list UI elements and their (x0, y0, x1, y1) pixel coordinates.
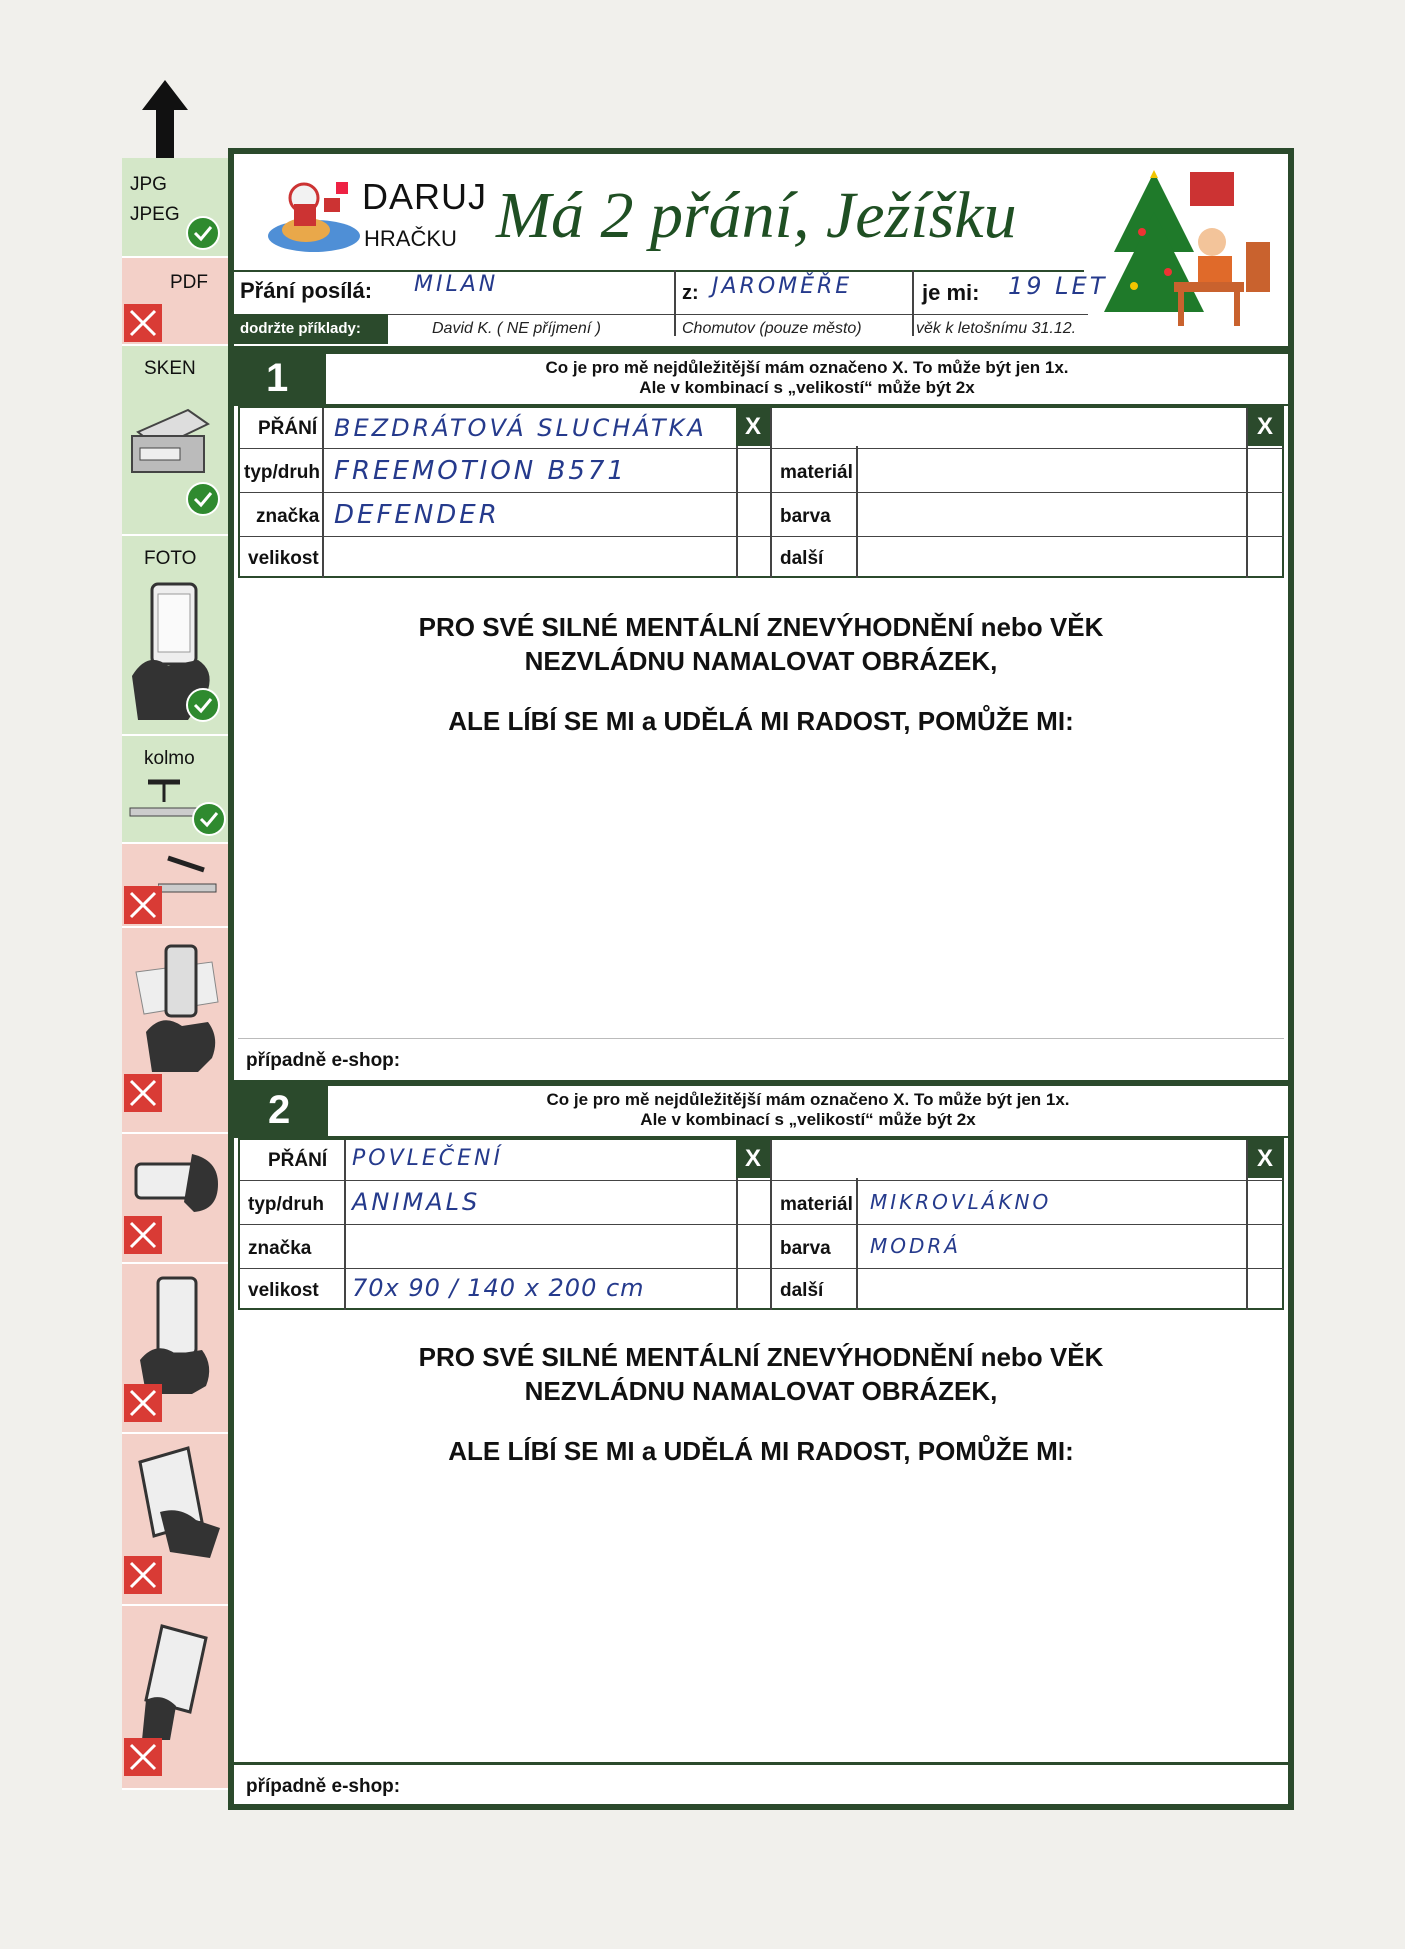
angled-icon (158, 850, 218, 900)
city-label: z: (682, 282, 699, 304)
phone-tilted-icon (132, 942, 222, 1072)
format-jpg-cell (122, 158, 230, 258)
wish-2-number: 2 (268, 1088, 291, 1132)
format-phone-rotated-cell (122, 1606, 230, 1790)
pdf-label: PDF (170, 272, 208, 293)
cross-icon (124, 886, 162, 924)
up-arrow-icon (142, 80, 188, 160)
format-photo-cell (122, 536, 230, 736)
wish-2-number-box (234, 1086, 328, 1136)
wish-1-type-value[interactable]: FREEMOTION B571 (334, 456, 627, 486)
wish-2-brand-label: značka (248, 1238, 312, 1259)
check-icon (186, 688, 220, 722)
example-name: David K. ( NE příjmení ) (432, 320, 601, 337)
wish-2-other-label: další (780, 1280, 824, 1301)
wish-2-x-mark-left[interactable]: X (736, 1140, 770, 1178)
wish-1-note (326, 358, 1288, 398)
format-phone-horizontal-cell (122, 1134, 230, 1264)
wish-1-table (238, 406, 1284, 578)
cross-icon (124, 1074, 162, 1112)
age-label: je mi: (922, 280, 980, 305)
cross-icon (124, 1216, 162, 1254)
jpg-label: JPG (130, 174, 167, 195)
form-title: Má 2 přání, Ježíšku (496, 179, 1017, 252)
wish-1-wish-value[interactable]: BEZDRÁTOVÁ SLUCHÁTKA (334, 414, 707, 442)
wish-2-note-line1: Co je pro mě nejdůležitější mám označeno X. To může být jen 1x. (546, 1090, 1070, 1109)
examples-label-bar (234, 314, 388, 344)
cross-icon (124, 304, 162, 342)
wish-2-color-label: barva (780, 1238, 831, 1259)
wish-1-material-label: materiál (780, 462, 853, 483)
sender-label: Přání posílá: (240, 278, 373, 303)
wish-2-size-value[interactable]: 70x 90 / 140 x 200 cm (352, 1274, 645, 1302)
wish-2-note-line2: Ale v kombinací s „velikostí“ může být 2x (640, 1110, 976, 1129)
example-age: věk k letošnímu 31.12. (916, 320, 1077, 337)
format-angled-cell (122, 844, 230, 928)
wish-1-brand-value[interactable]: DEFENDER (334, 500, 500, 530)
wish-1-number: 1 (266, 356, 289, 400)
logo-hracku-text: HRAČKU (364, 226, 457, 251)
phone-horizontal-icon (132, 1154, 222, 1214)
check-icon (192, 802, 226, 836)
perpendicular-label: kolmo (144, 748, 195, 769)
wish-2-wish-label: PŘÁNÍ (268, 1150, 328, 1171)
wish-2-material-value[interactable]: MIKROVLÁKNO (870, 1190, 1052, 1214)
format-pdf-cell (122, 258, 230, 346)
wish-2-table (238, 1138, 1284, 1310)
wish-2-type-label: typ/druh (248, 1194, 324, 1215)
wish-1-number-box (234, 354, 326, 404)
wish-1-x-mark-right[interactable]: X (1248, 408, 1282, 446)
wish-1-wish-label: PŘÁNÍ (258, 418, 318, 439)
wish-1-type-label: typ/druh (244, 462, 320, 483)
wish-1-message-line3: ALE LÍBÍ SE MI a UDĚLÁ MI RADOST, POMŮŽE MI: (448, 706, 1074, 736)
wish-2-material-label: materiál (780, 1194, 853, 1215)
examples-label: dodržte příklady: (240, 320, 361, 337)
phone-rotated-icon (132, 1616, 222, 1740)
cross-icon (124, 1556, 162, 1594)
wish-1-x-mark-left[interactable]: X (736, 408, 770, 446)
logo-daruj-text: DARUJ (362, 176, 488, 217)
cross-icon (124, 1384, 162, 1422)
phone-skewed-icon (130, 1442, 222, 1562)
wish-1-note-line2: Ale v kombinací s „velikostí“ může být 2x (639, 378, 975, 397)
city-value[interactable]: JAROMĚŘE (712, 274, 853, 299)
wish-1-brand-label: značka (256, 506, 320, 527)
check-icon (186, 216, 220, 250)
wish-form (228, 148, 1294, 1810)
age-value[interactable]: 19 LET (1008, 272, 1108, 300)
wish-1-other-label: další (780, 548, 824, 569)
phone-close-icon (132, 1274, 222, 1394)
format-scan-cell (122, 346, 230, 536)
wish-2-type-value[interactable]: ANIMALS (352, 1188, 481, 1216)
wish-2-message-line2: NEZVLÁDNU NAMALOVAT OBRÁZEK, (524, 1376, 998, 1406)
wish-1-message-line2: NEZVLÁDNU NAMALOVAT OBRÁZEK, (524, 646, 998, 676)
scanner-icon (128, 402, 210, 482)
wish-2-note (328, 1090, 1288, 1130)
format-phone-skewed-cell (122, 1434, 230, 1606)
wish-1-note-line1: Co je pro mě nejdůležitější mám označeno X. To může být jen 1x. (545, 358, 1069, 377)
wish-1-color-label: barva (780, 506, 831, 527)
wish-2-message (234, 1340, 1288, 1468)
wish-2-size-label: velikost (248, 1280, 319, 1301)
wish-1-message-line1: PRO SVÉ SILNÉ MENTÁLNÍ ZNEVÝHODNĚNÍ nebo VĚK (418, 612, 1104, 642)
wish-2-x-mark-right[interactable]: X (1248, 1140, 1282, 1178)
sender-name-value[interactable]: MILAN (414, 272, 499, 297)
jpeg-label: JPEG (130, 204, 180, 225)
wish-1-message (234, 610, 1288, 738)
wish-2-wish-value[interactable]: POVLEČENÍ (352, 1146, 503, 1171)
wish-1-eshop-label: případně e-shop: (246, 1050, 401, 1071)
daruj-hracku-logo (264, 168, 364, 258)
format-phone-close-cell (122, 1264, 230, 1434)
wish-1-size-label: velikost (248, 548, 319, 569)
christmas-tree-illustration (1094, 162, 1294, 362)
wish-2-message-line3: ALE LÍBÍ SE MI a UDĚLÁ MI RADOST, POMŮŽE MI: (448, 1436, 1074, 1466)
check-icon (186, 482, 220, 516)
format-phone-tilted-cell (122, 928, 230, 1134)
cross-icon (124, 1738, 162, 1776)
example-city: Chomutov (pouze město) (682, 320, 862, 337)
wish-2-message-line1: PRO SVÉ SILNÉ MENTÁLNÍ ZNEVÝHODNĚNÍ nebo VĚK (418, 1342, 1104, 1372)
format-perpendicular-cell (122, 736, 230, 844)
wish-2-color-value[interactable]: MODRÁ (870, 1234, 961, 1258)
photo-label: FOTO (144, 548, 197, 569)
wish-2-eshop-label: případně e-shop: (246, 1776, 401, 1797)
scan-label: SKEN (144, 358, 196, 379)
